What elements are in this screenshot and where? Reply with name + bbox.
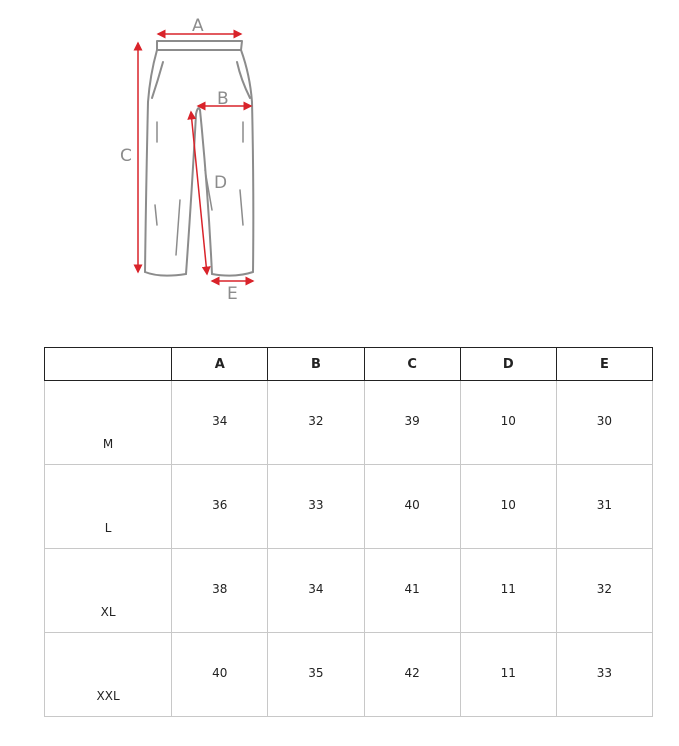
table-row	[45, 381, 653, 465]
value-a: 38	[172, 549, 268, 633]
header-c: C	[364, 348, 460, 381]
label-c: C	[120, 146, 132, 166]
header-b: B	[268, 348, 364, 381]
header-d: D	[460, 348, 556, 381]
label-a: A	[192, 16, 204, 36]
pants-outline	[145, 41, 253, 276]
value-c: 40	[364, 465, 460, 549]
value-d: 11	[460, 549, 556, 633]
value-e: 33	[556, 633, 652, 717]
size-chart-table	[44, 347, 653, 717]
pants-measurement-diagram	[100, 10, 280, 310]
value-e: 31	[556, 465, 652, 549]
value-c: 41	[364, 549, 460, 633]
value-c: 39	[364, 381, 460, 465]
header-e: E	[556, 348, 652, 381]
size-label: L	[45, 465, 172, 549]
value-a: 36	[172, 465, 268, 549]
size-label: XXL	[45, 633, 172, 717]
table-row	[45, 465, 653, 549]
value-b: 34	[268, 549, 364, 633]
value-e: 32	[556, 549, 652, 633]
value-e: 30	[556, 381, 652, 465]
value-b: 33	[268, 465, 364, 549]
value-d: 10	[460, 465, 556, 549]
value-d: 10	[460, 381, 556, 465]
value-a: 40	[172, 633, 268, 717]
pants-illustration	[100, 10, 280, 310]
table-row	[45, 549, 653, 633]
label-b: B	[217, 89, 229, 109]
value-a: 34	[172, 381, 268, 465]
header-a: A	[172, 348, 268, 381]
value-b: 32	[268, 381, 364, 465]
value-b: 35	[268, 633, 364, 717]
value-d: 11	[460, 633, 556, 717]
table-row	[45, 633, 653, 717]
label-e: E	[227, 284, 238, 304]
measurement-arrows	[138, 34, 253, 281]
label-d: D	[214, 173, 228, 193]
table-header-row	[45, 348, 653, 381]
header-size	[45, 348, 172, 381]
size-label: XL	[45, 549, 172, 633]
arrow-d	[191, 112, 207, 274]
size-label: M	[45, 381, 172, 465]
value-c: 42	[364, 633, 460, 717]
